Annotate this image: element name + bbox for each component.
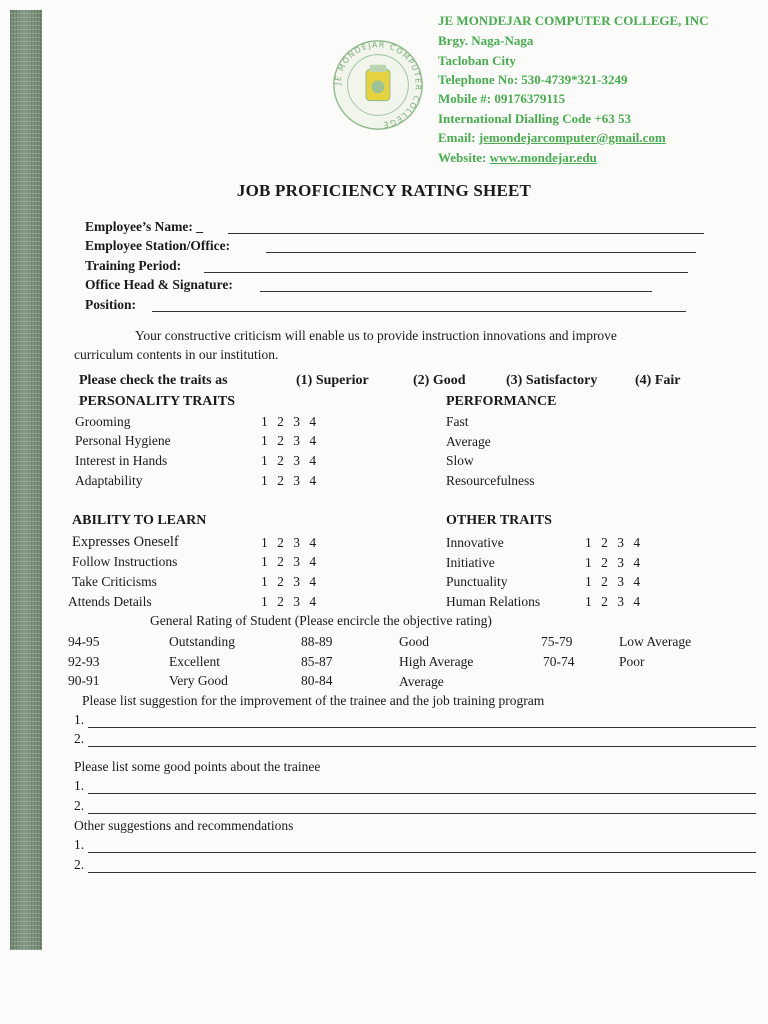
ability-item: Attends Details — [68, 594, 152, 609]
other-trait-item: Innovative — [446, 535, 504, 550]
employee-name-field[interactable] — [228, 233, 704, 234]
improvement-prompt: Please list suggestion for the improvement of the trainee and the job training program — [82, 693, 545, 708]
rating-options[interactable]: 1 2 3 4 — [261, 594, 320, 609]
line-number: 2. — [74, 731, 85, 746]
scale-prompt: Please check the traits as — [79, 373, 228, 388]
college-name: JE MONDEJAR COMPUTER COLLEGE, INC — [438, 13, 709, 28]
station-label: Employee Station/Office: — [85, 238, 231, 253]
intro-line-1: Your constructive criticism will enable us to provide instruction innovations and improve — [135, 328, 617, 343]
rating-options[interactable]: 1 2 3 4 — [585, 594, 644, 609]
training-period-field[interactable] — [204, 272, 688, 273]
rating-descriptor[interactable]: Low Average — [619, 634, 692, 649]
rating-options[interactable]: 1 2 3 4 — [261, 554, 320, 569]
scale-satisfactory: (3) Satisfactory — [506, 373, 598, 388]
rating-options[interactable]: 1 2 3 4 — [261, 574, 320, 589]
international-line: International Dialling Code +63 53 — [438, 111, 632, 126]
rating-descriptor[interactable]: Poor — [619, 654, 645, 669]
good-points-line-1[interactable] — [88, 793, 756, 794]
email-line — [438, 130, 666, 146]
ability-item: Expresses Oneself — [72, 534, 179, 550]
page-title: JOB PROFICIENCY RATING SHEET — [236, 181, 532, 200]
website-label: Website: — [438, 150, 490, 165]
performance-item: Fast — [446, 414, 469, 429]
rating-options[interactable]: 1 2 3 4 — [261, 535, 320, 550]
email-label: Email: — [438, 130, 479, 145]
rating-descriptor[interactable]: Excellent — [169, 654, 220, 669]
performance-heading: PERFORMANCE — [446, 394, 557, 409]
website-link[interactable]: www.mondejar.edu — [489, 150, 597, 165]
station-field[interactable] — [266, 252, 696, 253]
trait-label: Adaptability — [75, 473, 143, 488]
performance-item: Slow — [446, 453, 474, 468]
ability-heading: ABILITY TO LEARN — [72, 513, 207, 528]
website-line — [438, 150, 597, 166]
rating-range[interactable]: 75-79 — [541, 634, 573, 649]
intro-line-2: curriculum contents in our institution. — [74, 347, 279, 362]
address-line-1: Brgy. Naga-Naga — [438, 33, 534, 48]
other-trait-item: Human Relations — [446, 594, 541, 609]
rating-range[interactable]: 92-93 — [68, 654, 100, 669]
position-field[interactable] — [152, 311, 686, 312]
position-label: Position: — [85, 297, 137, 312]
trait-label: Personal Hygiene — [75, 433, 171, 448]
telephone-line: Telephone No: 530-4739*321-3249 — [438, 72, 628, 87]
improvement-line-1[interactable] — [88, 727, 756, 728]
rating-options[interactable]: 1 2 3 4 — [261, 414, 320, 429]
seal-ring-text: JE MONDEJAR COMPUTER COLLEGE — [333, 40, 423, 130]
rating-range[interactable]: 88-89 — [301, 634, 333, 649]
performance-item: Average — [446, 434, 491, 449]
rating-descriptor[interactable]: Outstanding — [169, 634, 235, 649]
rating-range[interactable]: 70-74 — [543, 654, 575, 669]
performance-item: Resourcefulness — [446, 473, 535, 488]
office-head-field[interactable] — [260, 291, 652, 292]
rating-descriptor[interactable]: Very Good — [169, 673, 228, 688]
other-suggestions-line-1[interactable] — [88, 852, 756, 853]
line-number: 1. — [74, 712, 85, 727]
rating-options[interactable]: 1 2 3 4 — [585, 535, 644, 550]
line-number: 2. — [74, 857, 85, 872]
trait-label: Grooming — [75, 414, 131, 429]
employee-name-label: Employee’s Name: _ — [85, 219, 203, 234]
improvement-line-2[interactable] — [88, 746, 756, 747]
other-suggestions-prompt: Other suggestions and recommendations — [74, 818, 294, 833]
rating-options[interactable]: 1 2 3 4 — [261, 453, 320, 468]
scan-edge-strip — [10, 10, 42, 950]
general-rating-heading: General Rating of Student (Please encircle the objective rating) — [150, 613, 492, 628]
rating-options[interactable]: 1 2 3 4 — [585, 555, 644, 570]
rating-options[interactable]: 1 2 3 4 — [261, 433, 320, 448]
rating-descriptor[interactable]: High Average — [399, 654, 474, 669]
email-link[interactable]: jemondejarcomputer@gmail.com — [478, 130, 666, 145]
rating-range[interactable]: 80-84 — [301, 673, 333, 688]
office-head-label: Office Head & Signature: — [85, 277, 233, 292]
scale-superior: (1) Superior — [296, 373, 369, 388]
rating-options[interactable]: 1 2 3 4 — [585, 574, 644, 589]
college-seal-icon — [332, 39, 424, 131]
rating-range[interactable]: 94-95 — [68, 634, 100, 649]
rating-descriptor[interactable]: Average — [399, 674, 444, 689]
rating-descriptor[interactable]: Good — [399, 634, 429, 649]
address-line-2: Tacloban City — [438, 53, 516, 68]
other-trait-item: Punctuality — [446, 574, 508, 589]
trait-label: Interest in Hands — [75, 453, 168, 468]
rating-range[interactable]: 90-91 — [68, 673, 100, 688]
training-period-label: Training Period: — [85, 258, 182, 273]
scale-fair: (4) Fair — [635, 373, 681, 388]
good-points-prompt: Please list some good points about the trainee — [74, 759, 321, 774]
rating-range[interactable]: 85-87 — [301, 654, 333, 669]
ability-item: Take Criticisms — [72, 574, 157, 589]
other-trait-item: Initiative — [446, 555, 495, 570]
scale-good: (2) Good — [413, 373, 466, 388]
personality-heading: PERSONALITY TRAITS — [79, 394, 235, 409]
good-points-line-2[interactable] — [88, 813, 756, 814]
ability-item: Follow Instructions — [72, 554, 178, 569]
line-number: 1. — [74, 778, 85, 793]
rating-options[interactable]: 1 2 3 4 — [261, 473, 320, 488]
mobile-line: Mobile #: 09176379115 — [438, 91, 566, 106]
line-number: 1. — [74, 837, 85, 852]
other-suggestions-line-2[interactable] — [88, 872, 756, 873]
other-traits-heading: OTHER TRAITS — [446, 513, 552, 528]
line-number: 2. — [74, 798, 85, 813]
